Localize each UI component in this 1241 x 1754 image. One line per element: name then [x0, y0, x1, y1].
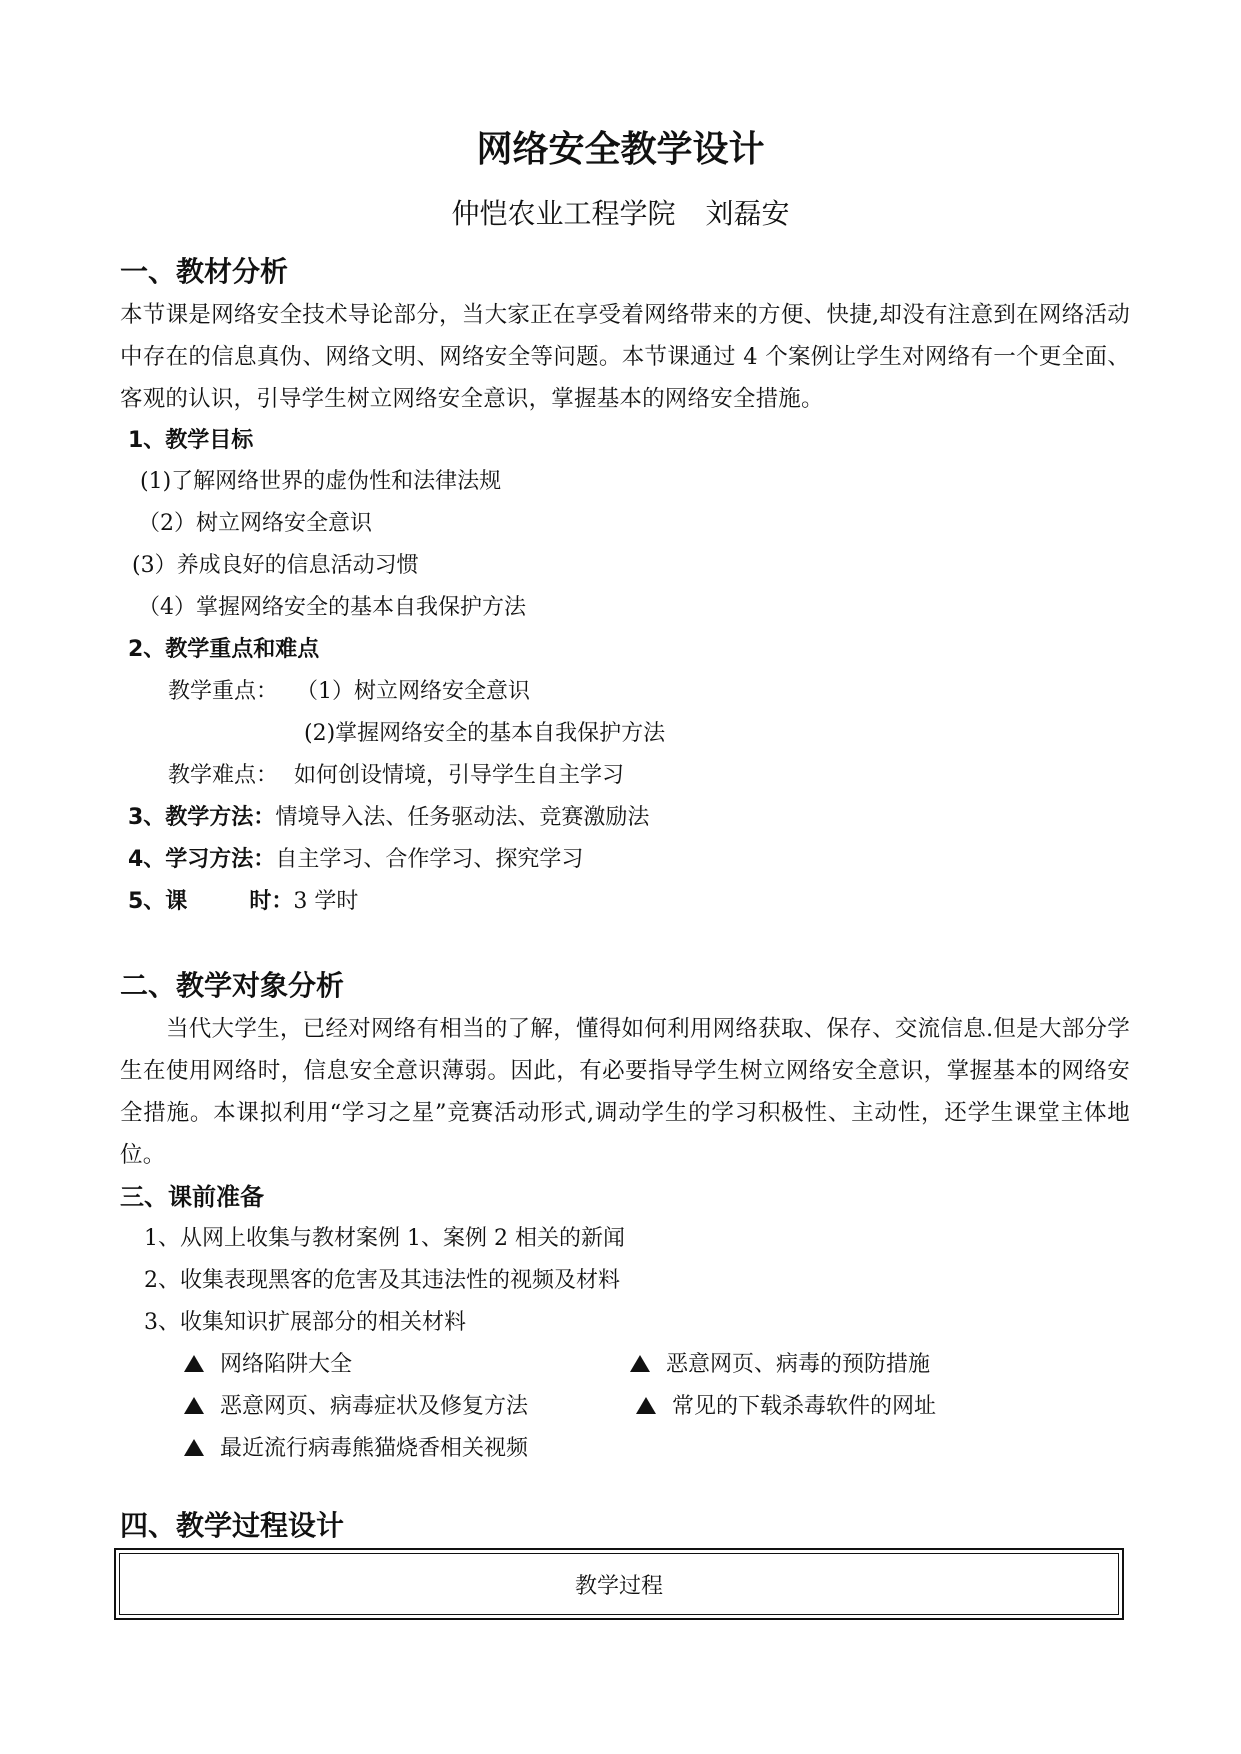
class-hours	[128, 887, 358, 917]
section-4-heading: 四、教学过程设计	[120, 1509, 345, 1542]
author-line	[0, 196, 1241, 232]
teaching-methods	[128, 803, 649, 833]
focus-item: (2)掌握网络安全的基本自我保护方法	[304, 721, 666, 746]
section-2-paragraph: 当代大学生，已经对网络有相当的了解，懂得如何利用网络获取、保存、交流信息.但是大部分学生在使用网络时，信息安全意识薄弱。因此，有必要指导学生树立网络安全意识，掌握基本的网络安全措施。本课拟利用“学习之星”竞赛活动形式,调动学生的学习积极性、主动性，还学生课堂主体地位。	[120, 1016, 1130, 1168]
focus-item: （1）树立网络安全意识	[296, 679, 530, 704]
bullet-item: 恶意网页、病毒的预防措施	[630, 1350, 930, 1380]
class-hours-label-suffix: 时：	[249, 889, 294, 914]
objective-item: (1)了解网络世界的虚伪性和法律法规	[140, 469, 502, 494]
learning-methods	[128, 845, 583, 875]
triangle-bullet-icon	[636, 1397, 656, 1414]
document-title: 网络安全教学设计	[476, 129, 765, 170]
bullet-item: 网络陷阱大全	[184, 1350, 352, 1380]
section-1-heading: 一、教材分析	[120, 255, 289, 288]
bullet-item: 最近流行病毒熊猫烧香相关视频	[184, 1434, 528, 1464]
section-3-heading: 三、课前准备	[120, 1183, 264, 1211]
teaching-methods-value: 情境导入法、任务驱动法、竞赛激励法	[275, 805, 650, 830]
learning-methods-value: 自主学习、合作学习、探究学习	[275, 847, 584, 872]
objective-item: (3）养成良好的信息活动习惯	[132, 553, 419, 578]
focus-label: 教学重点：	[168, 679, 279, 704]
objectives-heading: 1、教学目标	[128, 428, 254, 453]
author-name: 刘磊安	[705, 197, 790, 230]
objective-item: （2）树立网络安全意识	[138, 511, 372, 536]
author-affiliation: 仲恺农业工程学院	[451, 197, 676, 230]
key-points-heading: 2、教学重点和难点	[128, 637, 320, 662]
triangle-bullet-icon	[630, 1355, 650, 1372]
objective-item: （4）掌握网络安全的基本自我保护方法	[138, 595, 526, 620]
bullet-item: 恶意网页、病毒症状及修复方法	[184, 1392, 528, 1422]
class-hours-value: 3 学时	[293, 889, 359, 914]
prep-item: 2、收集表现黑客的危害及其违法性的视频及材料	[144, 1268, 620, 1293]
triangle-bullet-icon	[184, 1397, 204, 1414]
learning-methods-label: 4、学习方法：	[128, 847, 276, 872]
section-2-heading: 二、教学对象分析	[120, 969, 345, 1002]
teaching-methods-label: 3、教学方法：	[128, 805, 276, 830]
bullet-item: 常见的下载杀毒软件的网址	[636, 1392, 936, 1422]
class-hours-label: 5、课	[128, 889, 188, 914]
triangle-bullet-icon	[184, 1439, 204, 1456]
process-table-header-cell	[119, 1553, 1119, 1615]
prep-item: 3、收集知识扩展部分的相关材料	[144, 1310, 466, 1335]
process-table	[114, 1548, 1124, 1620]
prep-item: 1、从网上收集与教材案例 1、案例 2 相关的新闻	[144, 1226, 625, 1251]
process-table-header: 教学过程	[574, 1573, 663, 1599]
difficulty-label: 教学难点：	[168, 763, 279, 788]
section-1-paragraph: 本节课是网络安全技术导论部分，当大家正在享受着网络带来的方便、快捷,却没有注意到在网络活动中存在的信息真伪、网络文明、网络安全等问题。本节课通过 4 个案例让学生对网络有一个更全面、客观的认识，引导学生树立网络安全意识，掌握基本的网络安全措施。	[120, 302, 1130, 412]
difficulty-value: 如何创设情境，引导学生自主学习	[294, 763, 625, 788]
triangle-bullet-icon	[184, 1355, 204, 1372]
